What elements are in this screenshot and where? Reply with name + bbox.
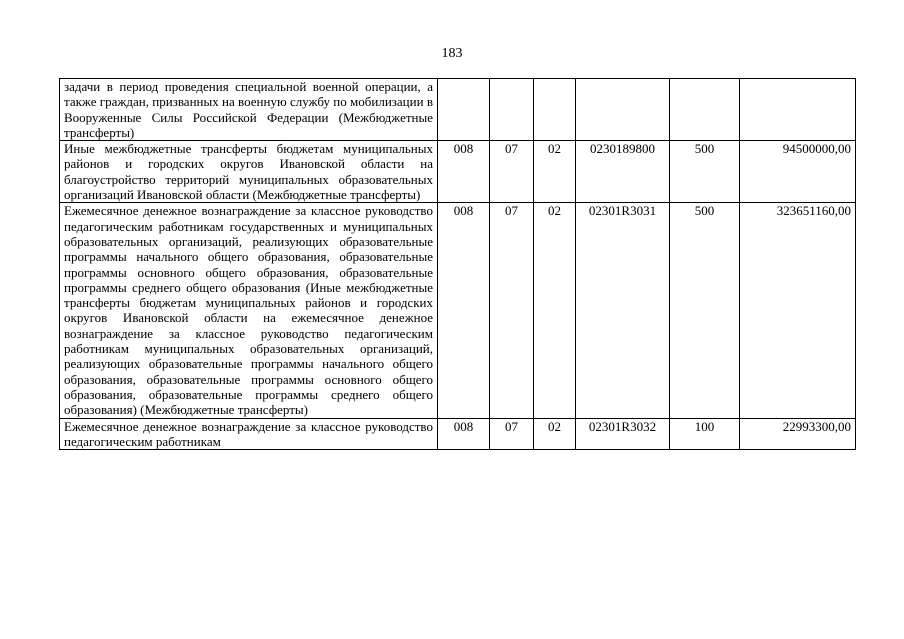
budget-table bbox=[59, 78, 856, 450]
ministry-cell: 008 bbox=[438, 141, 490, 203]
section-cell: 07 bbox=[490, 418, 534, 449]
row-name-text: Ежемесячное денежное вознаграждение за классное руководство педагогическим работникам bbox=[64, 418, 433, 449]
table-row bbox=[60, 418, 856, 449]
section-cell: 07 bbox=[490, 141, 534, 203]
page-number: 183 bbox=[441, 46, 463, 61]
amount-cell bbox=[740, 79, 856, 141]
subsection-cell: 02 bbox=[534, 203, 576, 418]
expense-type-cell: 500 bbox=[670, 141, 740, 203]
subsection-cell bbox=[534, 79, 576, 141]
table-row bbox=[60, 203, 856, 418]
target-article-cell bbox=[576, 79, 670, 141]
expense-type-cell: 100 bbox=[670, 418, 740, 449]
target-article-cell: 02301R3031 bbox=[576, 203, 670, 418]
expense-type-cell: 500 bbox=[670, 203, 740, 418]
ministry-cell: 008 bbox=[438, 203, 490, 418]
target-article-cell: 02301R3032 bbox=[576, 418, 670, 449]
section-cell: 07 bbox=[490, 203, 534, 418]
row-name-cell: Иные межбюджетные трансферты бюджетам муниципальных районов и городских округов Ивановской области на благоустройство территорий муниципальных образовательных организаций Ивановской области (Межбюджетные трансферты) bbox=[60, 141, 438, 203]
table-row bbox=[60, 79, 856, 141]
row-name-cell bbox=[60, 418, 438, 449]
table-row bbox=[60, 141, 856, 203]
subsection-cell: 02 bbox=[534, 141, 576, 203]
subsection-cell: 02 bbox=[534, 418, 576, 449]
amount-cell: 22993300,00 bbox=[740, 418, 856, 449]
ministry-cell: 008 bbox=[438, 418, 490, 449]
row-name-cell: задачи в период проведения специальной военной операции, а также граждан, призванных на военную службу по мобилизации в Вооруженные Силы Российской Федерации (Межбюджетные трансферты) bbox=[60, 79, 438, 141]
section-cell bbox=[490, 79, 534, 141]
expense-type-cell bbox=[670, 79, 740, 141]
row-name-cell: Ежемесячное денежное вознаграждение за классное руководство педагогическим работникам государственных и муниципальных образовательных организаций, реализующих образовательные программы начального общего образования, образовательные программы основного общего образования, образовательные программы среднего общего образования (Иные межбюджетные трансферты бюджетам муниципальных районов и городских округов Ивановской области на ежемесячное денежное вознаграждение за классное руководство педагогическим работникам муниципальных образовательных организаций, реализующих образовательные программы начального общего образования, образовательные программы основного общего образования, образовательные программы среднего общего образования) (Межбюджетные трансферты) bbox=[60, 203, 438, 418]
amount-cell: 94500000,00 bbox=[740, 141, 856, 203]
target-article-cell: 0230189800 bbox=[576, 141, 670, 203]
ministry-cell bbox=[438, 79, 490, 141]
amount-cell: 323651160,00 bbox=[740, 203, 856, 418]
